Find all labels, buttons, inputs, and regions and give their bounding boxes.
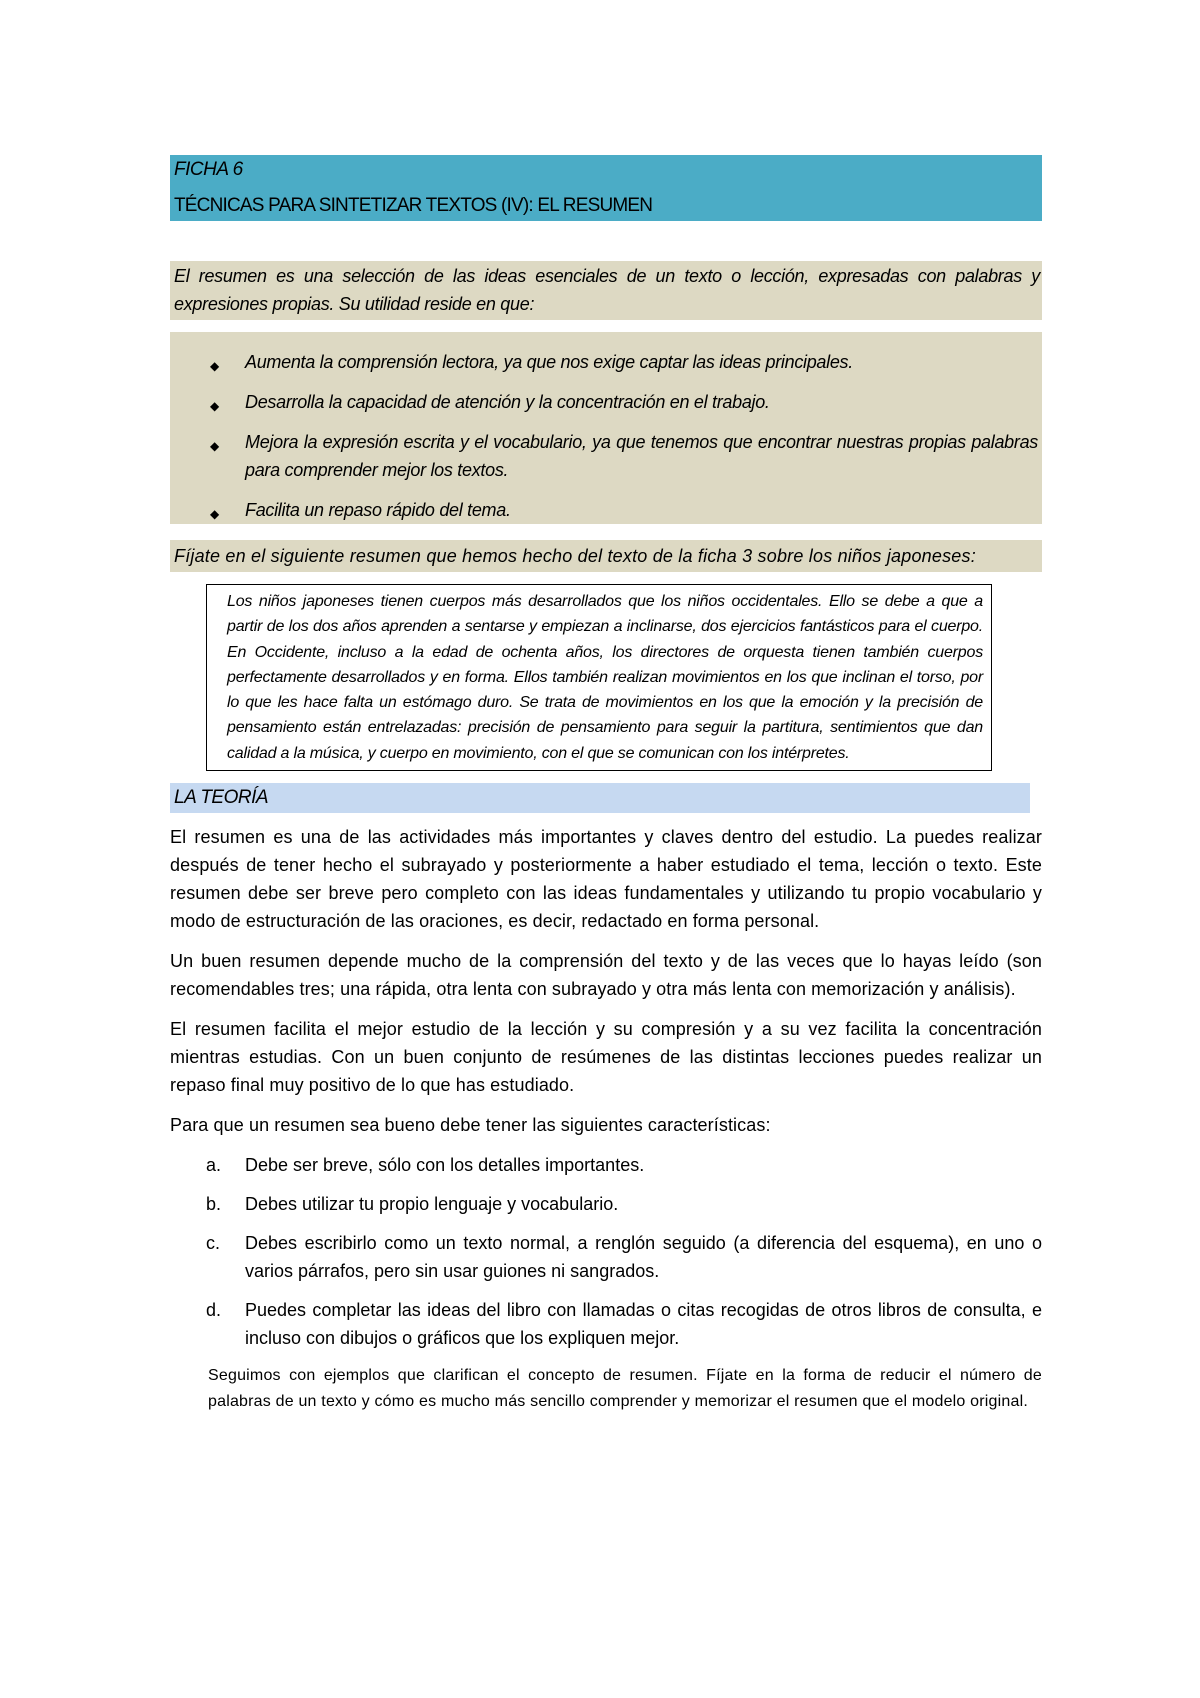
list-marker: d. <box>206 1300 222 1321</box>
worksheet-header <box>170 155 1042 221</box>
benefit-text: Facilita un repaso rápido del tema. <box>245 500 511 520</box>
characteristics-list <box>170 1151 1042 1352</box>
diamond-bullet-icon: ◆ <box>210 359 219 373</box>
theory-paragraph: Para que un resumen sea bueno debe tener las siguientes características: <box>170 1115 771 1136</box>
example-summary-box: Los niños japoneses tienen cuerpos más desarrollados que los niños occidentales. Ello se debe a que a partir de los dos años aprenden a sentarse y empiezan a inclinarse, dos ejercicios fantásticos para el cuerpo. En Occidente, incluso a la edad de ochenta años, los directores de orquesta tienen también cuerpos perfectamente desarrollados y en forma. Ellos también realizan movimientos en los que inclinan el torso, por lo que les hace falta un estómago duro. Se trata de movimientos en los que la emoción y la precisión de pensamiento están entrelazadas: precisión de pensamiento para seguir la partitura, sentimientos que dan calidad a la música, y cuerpo en movimiento, con el que se comunican con los intérpretes. <box>206 584 992 771</box>
theory-paragraph: Un buen resumen depende mucho de la comprensión del texto y de las veces que lo hayas leído (son recomendables tres; una rápida, otra lenta con subrayado y otra más lenta con memorización y análisis). <box>170 951 1042 1000</box>
characteristic-text: Debe ser breve, sólo con los detalles importantes. <box>245 1155 645 1176</box>
characteristic-text: Puedes completar las ideas del libro con llamadas o citas recogidas de otros libros de consulta, e incluso con dibujos o gráficos que los expliquen mejor. <box>245 1300 1042 1349</box>
benefit-item <box>170 496 1042 524</box>
benefits-list <box>170 348 1042 524</box>
characteristic-item <box>170 1151 1042 1179</box>
document-page <box>170 155 1042 1415</box>
characteristic-item <box>170 1229 1042 1285</box>
worksheet-label: FICHA 6 <box>174 159 243 180</box>
worksheet-title: TÉCNICAS PARA SINTETIZAR TEXTOS (IV): EL RESUMEN <box>174 195 653 216</box>
characteristic-item <box>170 1296 1042 1352</box>
list-marker: a. <box>206 1155 222 1176</box>
list-marker: c. <box>206 1233 221 1254</box>
benefits-block <box>170 332 1042 524</box>
characteristic-text: Debes escribirlo como un texto normal, a renglón seguido (a diferencia del esquema), en uno o varios párrafos, pero sin usar guiones ni sangrados. <box>245 1233 1042 1282</box>
example-intro: Fíjate en el siguiente resumen que hemos hecho del texto de la ficha 3 sobre los niños japoneses: <box>170 540 1042 572</box>
closing-paragraph: Seguimos con ejemplos que clarifican el concepto de resumen. Fíjate en la forma de reducir el número de palabras de un texto y cómo es mucho más sencillo comprender y memorizar el resumen que el modelo original. <box>208 1367 1042 1411</box>
list-marker: b. <box>206 1194 222 1215</box>
benefit-item <box>170 388 1042 416</box>
benefit-text: Desarrolla la capacidad de atención y la concentración en el trabajo. <box>245 392 770 412</box>
benefit-text: Mejora la expresión escrita y el vocabulario, ya que tenemos que encontrar nuestras propias palabras para comprender mejor los textos. <box>245 432 1038 480</box>
characteristic-item <box>170 1190 1042 1218</box>
benefit-item <box>170 348 1042 376</box>
characteristic-text: Debes utilizar tu propio lenguaje y vocabulario. <box>245 1194 619 1215</box>
intro-paragraph: El resumen es una selección de las ideas esenciales de un texto o lección, expresadas con palabras y expresiones propias. Su utilidad reside en que: <box>170 261 1042 320</box>
diamond-bullet-icon: ◆ <box>210 399 219 413</box>
theory-paragraph: El resumen facilita el mejor estudio de la lección y su compresión y a su vez facilita la concentración mientras estudias. Con un buen conjunto de resúmenes de las distintas lecciones puedes realizar un repaso final muy positivo de lo que has estudiado. <box>170 1019 1042 1096</box>
benefit-text: Aumenta la comprensión lectora, ya que nos exige captar las ideas principales. <box>245 352 853 372</box>
section-title: LA TEORÍA <box>170 783 1030 813</box>
theory-paragraph: El resumen es una de las actividades más importantes y claves dentro del estudio. La puedes realizar después de tener hecho el subrayado y posteriormente a haber estudiado el tema, lección o texto. Este resumen debe ser breve pero completo con las ideas fundamentales y utilizando tu propio vocabulario y modo de estructuración de las oraciones, es decir, redactado en forma personal. <box>170 827 1042 932</box>
diamond-bullet-icon: ◆ <box>210 507 219 521</box>
benefit-item <box>170 428 1042 484</box>
diamond-bullet-icon: ◆ <box>210 439 219 453</box>
